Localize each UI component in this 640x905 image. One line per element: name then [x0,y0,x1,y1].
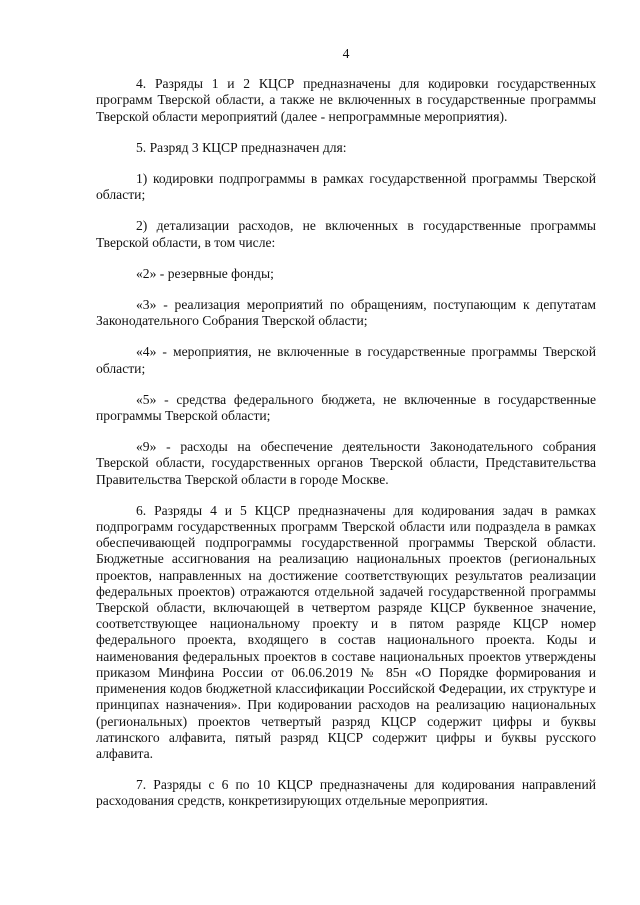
code-4-non-program-activities: «4» - мероприятия, не включенные в государственные программы Тверской области; [96,344,596,376]
list-item-subprogram-coding: 1) кодировки подпрограммы в рамках государственной программы Тверской области; [96,171,596,203]
code-3-deputies-requests: «3» - реализация мероприятий по обращениям, поступающим к депутатам Законодательного Собрания Тверской области; [96,297,596,329]
code-9-legislative-expenses: «9» - расходы на обеспечение деятельности Законодательного собрания Тверской области, государственных органов Тверской области, Представительства Правительства Тверской области в городе Москве. [96,439,596,487]
code-2-reserve-funds: «2» - резервные фонды; [136,265,274,281]
code-5-federal-budget-funds: «5» - средства федерального бюджета, не включенные в государственные программы Тверской области; [96,391,596,424]
page-number: 4 [342,46,350,61]
list-item-expense-detailing: 2) детализации расходов, не включенных в государственные программы Тверской области, в том числе: [96,218,596,250]
paragraph-4-digits-1-2: 4. Разряды 1 и 2 КЦСР предназначены для кодировки государственных программ Тверской области, а также не включенных в государственные программы Тверской области мероприятий (далее - непрограммные мероприятия). [96,76,596,124]
paragraph-5-digit-3: 5. Разряд 3 КЦСР предназначен для: [136,139,347,155]
paragraph-6-digits-4-5: 6. Разряды 4 и 5 КЦСР предназначены для кодирования задач в рамках подпрограмм государственных программ Тверской области или подраздела в рамках обеспечивающей подпрограммы государственной программы Тверской области. Бюджетные ассигнования на реализацию национальных проектов (региональных проектов, направленных на достижение соответствующих результатов реализации федеральных проектов) отражаются отдельной задачей государственной программы Тверской области, включающей в четвертом разряде КЦСР буквенное значение, соответствующее национальному проекту и в пятом разряде КЦСР номер федерального проекта, входящего в состав национального проекта. Коды и наименования федеральных проектов в составе национальных проектов утверждены приказом Минфина России от 06.06.2019 № 85н «О Порядке формирования и применения кодов бюджетной классификации Российской Федерации, их структуре и принципах назначения». При кодировании расходов на реализацию национальных (региональных) проектов четвертый разряд КЦСР содержит цифры и буквы латинского алфавита, пятый разряд КЦСР содержит цифры и буквы русского алфавита. [96,502,596,761]
paragraph-7-digits-6-10: 7. Разряды с 6 по 10 КЦСР предназначены для кодирования направлений расходования средств, конкретизирующих отдельные мероприятия. [96,777,596,809]
